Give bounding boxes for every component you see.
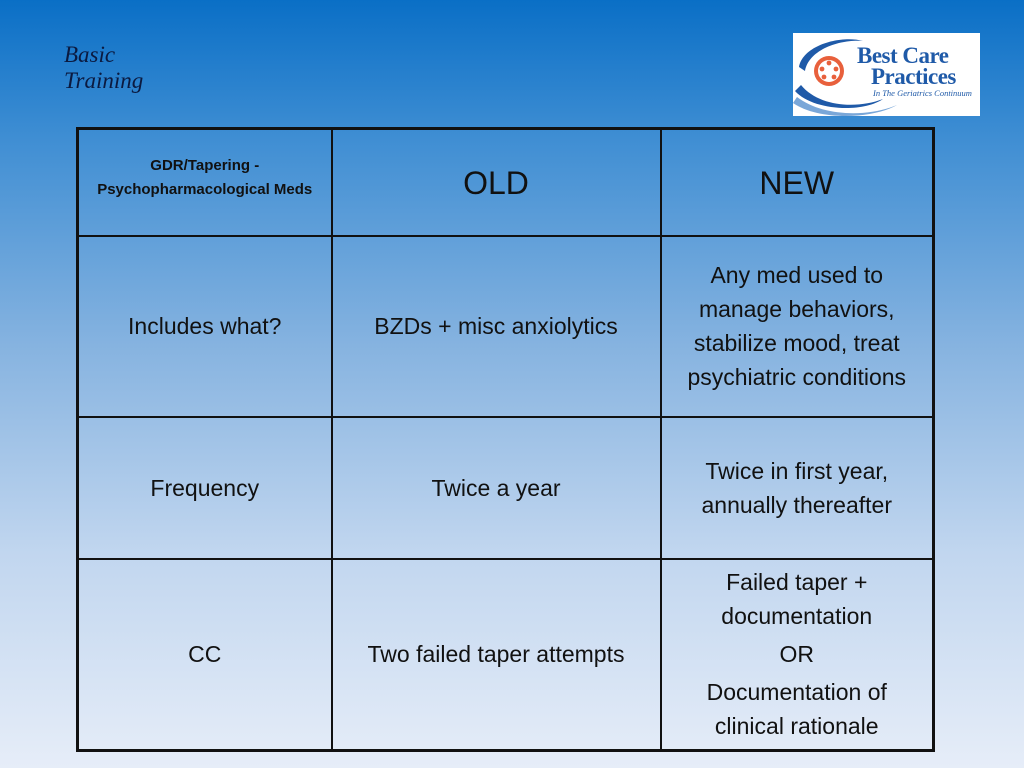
logo-tagline: In The Geriatrics Continuum: [873, 88, 972, 98]
header-new-cell: NEW: [661, 129, 934, 236]
row-label-cell: CC: [78, 559, 332, 751]
row-label-cell: Frequency: [78, 417, 332, 559]
title-line-2: Training: [64, 68, 144, 93]
row-old-cell: Twice a year: [332, 417, 661, 559]
table-row: [78, 559, 934, 751]
slide-title: [64, 42, 143, 94]
row-old-cell: Two failed taper attempts: [332, 559, 661, 751]
row-new-cell: Any med used to manage behaviors, stabilize mood, treat psychiatric conditions: [661, 236, 934, 417]
title-line-1: Basic: [64, 42, 116, 67]
row-new-cell: Twice in first year, annually thereafter: [661, 417, 934, 559]
best-care-practices-logo: [793, 33, 980, 116]
cc-new-part-2: Documentation of clinical rationale: [706, 679, 887, 740]
row-new-cell: [661, 559, 934, 751]
row-old-cell: BZDs + misc anxiolytics: [332, 236, 661, 417]
header-old-cell: OLD: [332, 129, 661, 236]
table-row: [78, 236, 934, 417]
logo-text-line-1: Best Care: [857, 43, 949, 68]
header-topic-cell: GDR/Tapering - Psychopharmacological Meds: [78, 129, 332, 236]
cc-new-part-1: Failed taper + documentation: [721, 569, 873, 630]
comparison-table: [76, 127, 935, 752]
cc-new-or: OR: [779, 641, 814, 668]
table-row: [78, 417, 934, 559]
row-label-cell: Includes what?: [78, 236, 332, 417]
table-header-row: [78, 129, 934, 236]
logo-text-line-2: Practices: [871, 64, 956, 89]
